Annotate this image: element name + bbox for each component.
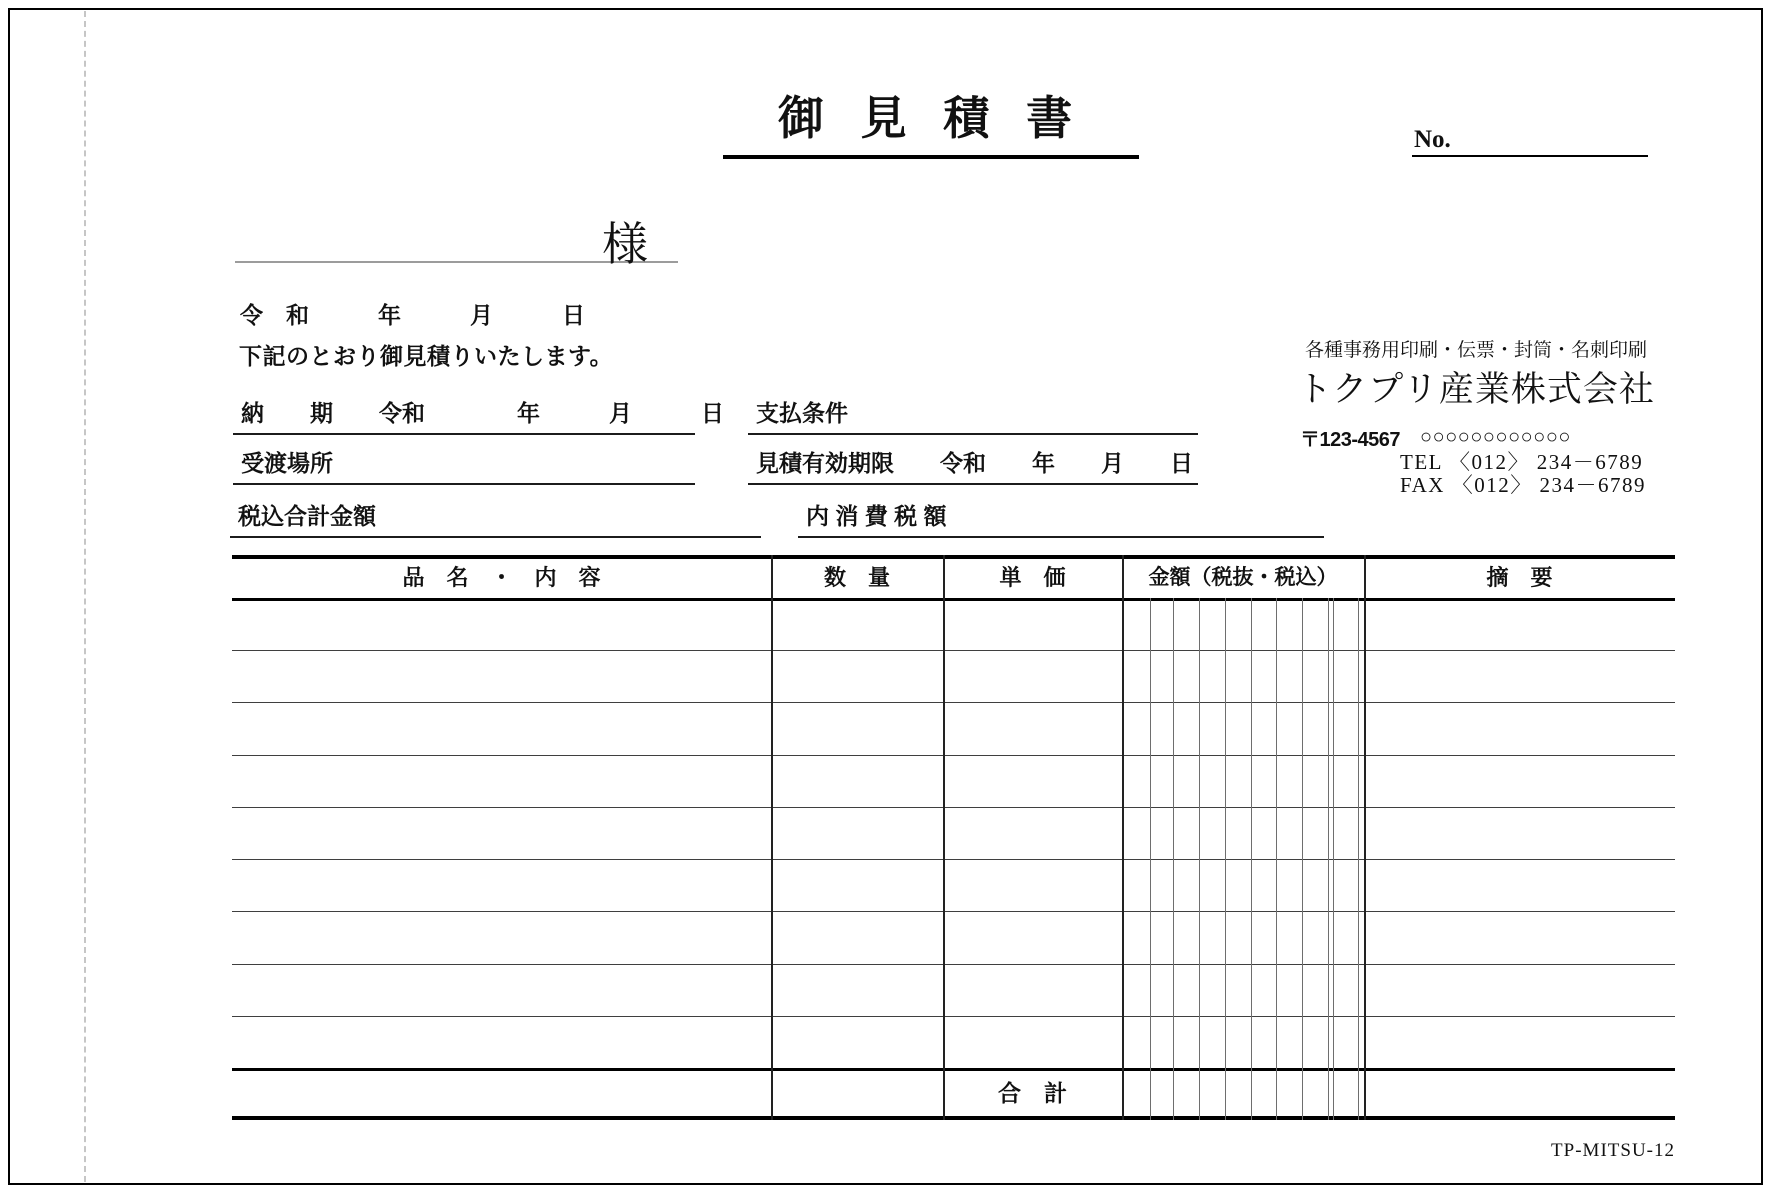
column-header-item: 品 名 ・ 内 容 (402, 565, 601, 590)
digit-rule (1276, 598, 1277, 1120)
column-separator (943, 555, 945, 1120)
digit-rule (1358, 598, 1359, 1120)
table-row-rule (232, 807, 1675, 808)
company-name: トクプリ産業株式会社 (1297, 370, 1655, 409)
table-bottom-rule (232, 1116, 1675, 1120)
perforation-dashed-line (84, 11, 86, 1182)
digit-rule (1150, 598, 1151, 1120)
table-row-rule (232, 702, 1675, 703)
company-tel: TEL 〈012〉 234－6789 (1400, 450, 1644, 474)
delivery-date-field (233, 397, 724, 435)
table-row-rule (232, 964, 1675, 965)
page-title: 御 見 積 書 (777, 92, 1085, 144)
consumption-tax-field (798, 500, 1324, 538)
form-code: TP-MITSU-12 (1551, 1140, 1675, 1161)
greeting-text: 下記のとおり御見積りいたします。 (239, 343, 614, 369)
digit-rule (1199, 598, 1200, 1120)
column-header-amount: 金額（税抜・税込） (1148, 566, 1338, 589)
table-row-rule (232, 911, 1675, 912)
column-separator (1364, 555, 1366, 1120)
digit-rule (1251, 598, 1252, 1120)
total-incl-tax-label: 税込合計金額 (238, 503, 376, 529)
table-row-rule (232, 650, 1675, 651)
total-label: 合 計 (998, 1080, 1067, 1106)
recipient-honorific: 様 (602, 218, 648, 270)
payment-terms-field (748, 397, 1198, 435)
title-underline (723, 155, 1139, 159)
column-header-quantity: 数 量 (823, 565, 890, 590)
delivery-place-label: 受渡場所 (241, 450, 333, 476)
digit-rule (1173, 598, 1174, 1120)
digit-rule (1333, 598, 1334, 1120)
table-row-rule (232, 755, 1675, 756)
digit-rule (1328, 598, 1329, 1120)
company-fax: FAX 〈012〉 234－6789 (1400, 473, 1646, 497)
payment-terms-label: 支払条件 (756, 400, 848, 426)
table-row-rule (232, 859, 1675, 860)
postal-code: 〒123-4567 (1300, 429, 1401, 451)
column-separator (771, 555, 773, 1120)
table-row-rule (232, 1016, 1675, 1017)
validity-period-field (748, 447, 1198, 485)
address-placeholder: ○○○○○○○○○○○○ (1420, 426, 1571, 448)
column-header-remarks: 摘 要 (1486, 565, 1553, 590)
digit-rule (1302, 598, 1303, 1120)
delivery-date-label: 納 期 令和 年 月 日 (241, 400, 724, 426)
delivery-place-field (233, 447, 695, 485)
validity-period-label: 見積有効期限 令和 年 月 日 (756, 450, 1193, 476)
column-header-unit-price: 単 価 (999, 565, 1066, 590)
consumption-tax-label: 内 消 費 税 額 (806, 503, 947, 529)
company-services-line: 各種事務用印刷・伝票・封筒・名刺印刷 (1304, 340, 1647, 361)
total-incl-tax-field (230, 500, 761, 538)
document-number-label: No. (1414, 126, 1451, 153)
issue-date-line: 令 和 年 月 日 (240, 302, 585, 328)
digit-rule (1225, 598, 1226, 1120)
estimate-table (232, 555, 1675, 1120)
column-separator (1122, 555, 1124, 1120)
document-number-field (1412, 122, 1648, 157)
